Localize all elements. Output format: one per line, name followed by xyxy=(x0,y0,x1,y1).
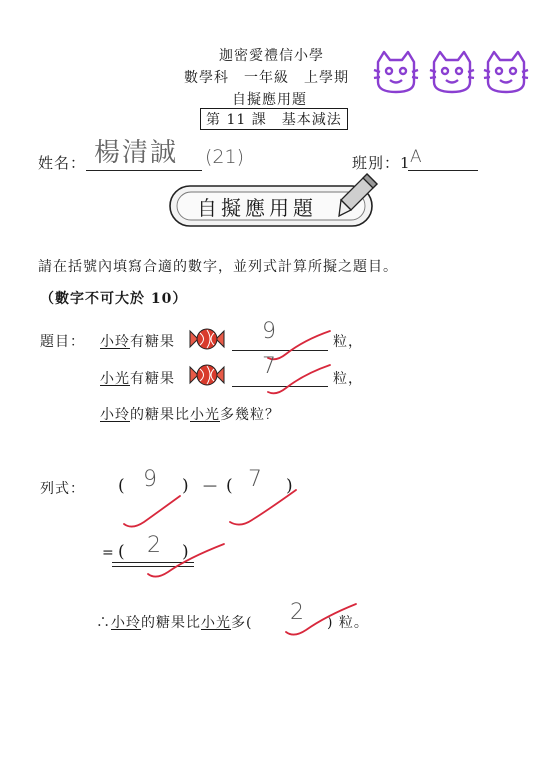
character-name: 小光 xyxy=(190,407,220,423)
instruction-text: 請在括號內填寫合適的數字，並列式計算所擬之題目。 xyxy=(38,259,398,275)
name-field-line xyxy=(86,170,202,171)
question-text: 多幾粒？ xyxy=(220,407,280,423)
subject-line: 數學科 一年級 上學期 xyxy=(184,70,349,86)
check-mark-icon xyxy=(264,362,334,398)
lesson-heading: 第 11 課 基本減法 xyxy=(200,108,348,130)
question-line-1 xyxy=(100,331,175,351)
equals-sign: = xyxy=(102,545,115,561)
therefore-symbol: ∴ xyxy=(96,615,111,631)
question-line-2 xyxy=(100,368,175,388)
candy-icon xyxy=(186,327,228,351)
conclusion-text: 的糖果比 xyxy=(141,615,201,631)
character-name: 小玲 xyxy=(100,407,130,423)
conclusion-text: 多( xyxy=(231,615,253,631)
check-mark-icon xyxy=(282,600,362,640)
answer-candy-2: 7 xyxy=(262,354,276,379)
unit-text-1: 粒， xyxy=(333,334,363,350)
topic-heading: 自擬應用題 xyxy=(232,92,307,108)
character-name: 小玲 xyxy=(100,334,130,350)
class-field-line xyxy=(408,170,478,171)
pencil-icon xyxy=(337,172,379,218)
question-label: 題目： xyxy=(40,334,85,350)
school-name: 迦密愛禮信小學 xyxy=(219,48,324,64)
conclusion-end: ) 粒。 xyxy=(327,615,369,631)
formula-b: 7 xyxy=(248,467,262,492)
character-name: 小玲 xyxy=(111,615,141,631)
open-paren: ( xyxy=(118,542,126,562)
character-name: 小光 xyxy=(201,615,231,631)
student-name: 楊清誠 xyxy=(94,138,179,168)
close-paren: ) xyxy=(182,476,190,496)
minus-sign: — xyxy=(203,478,218,494)
question-text: 的糖果比 xyxy=(130,407,190,423)
question-line-3 xyxy=(100,404,280,424)
class-value: A xyxy=(410,147,422,167)
close-paren: ) xyxy=(286,476,294,496)
formula-result: 2 xyxy=(147,533,161,558)
stamp-icon xyxy=(372,46,532,98)
instruction-note: （數字不可大於 10） xyxy=(40,291,188,307)
conclusion-answer: 2 xyxy=(290,600,304,625)
name-label: 姓名： xyxy=(38,154,87,172)
check-mark-icon xyxy=(144,540,230,582)
unit-text-2: 粒， xyxy=(333,371,363,387)
student-number: (21) xyxy=(205,146,245,168)
question-text: 有糖果 xyxy=(130,371,175,387)
open-paren: ( xyxy=(118,476,126,496)
open-paren: ( xyxy=(226,476,234,496)
formula-label: 列式： xyxy=(40,481,85,497)
candy-icon xyxy=(186,363,228,387)
check-mark-icon xyxy=(118,484,308,534)
close-paren: ) xyxy=(182,542,190,562)
character-name: 小光 xyxy=(100,371,130,387)
question-text: 有糖果 xyxy=(130,334,175,350)
class-label: 班別：1 xyxy=(352,154,411,172)
conclusion-line xyxy=(96,612,252,632)
answer-candy-1: 9 xyxy=(262,319,276,344)
banner-title: 自擬應用題 xyxy=(197,196,317,220)
formula-a: 9 xyxy=(143,467,157,492)
